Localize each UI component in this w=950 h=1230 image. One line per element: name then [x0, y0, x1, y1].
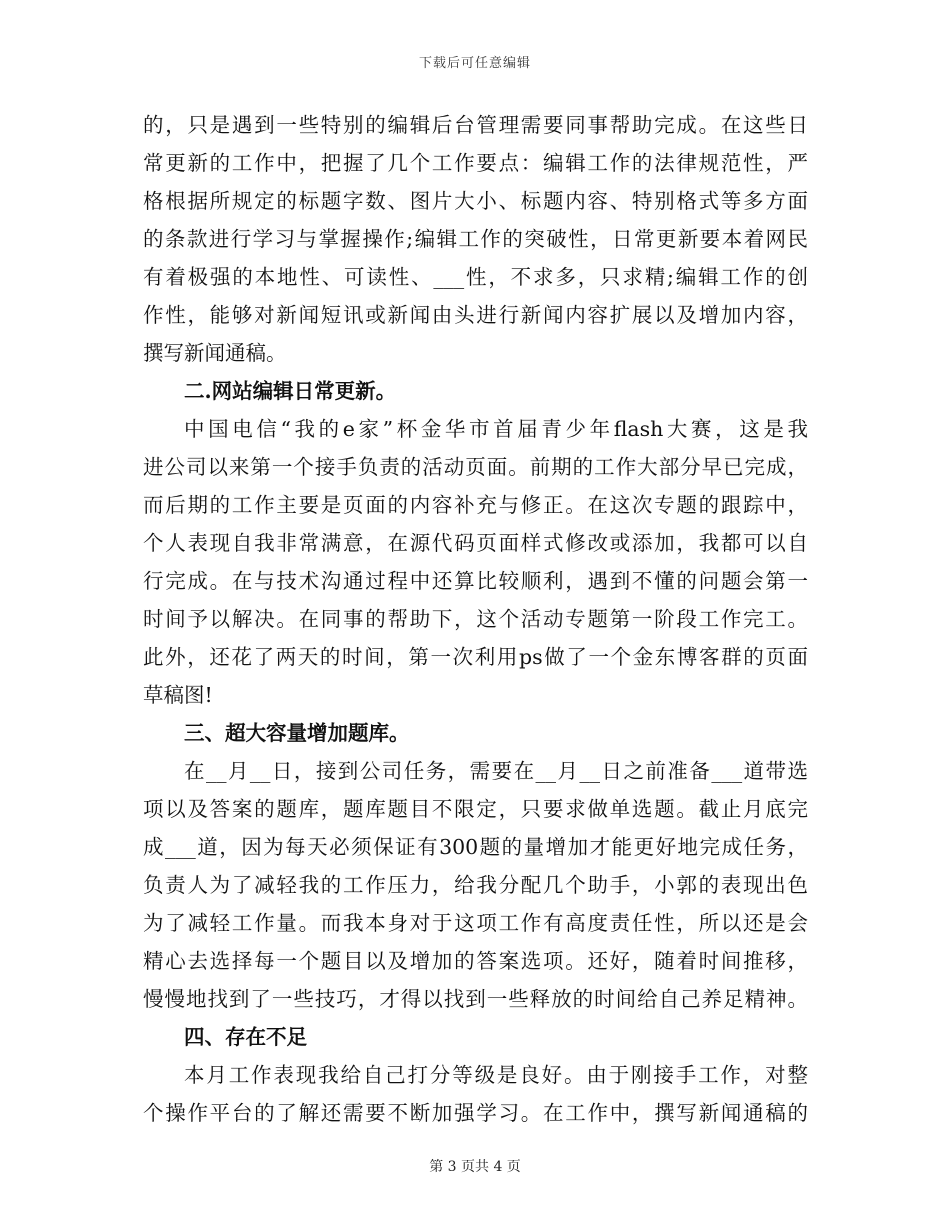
paragraph-line: 有着极强的本地性、可读性、___性，不求多，只求精;编辑工作的创 — [143, 265, 808, 289]
paragraph-line: 的条款进行学习与掌握操作;编辑工作的突破性，日常更新要本着网民 — [143, 227, 808, 251]
paragraph-line: 精心去选择每一个题目以及增加的答案选项。还好，随着时间推移， — [143, 949, 808, 973]
paragraph-line: 在__月__日，接到公司任务，需要在__月__日之前准备___道带选 — [184, 759, 808, 783]
paragraph-line: 慢慢地找到了一些技巧，才得以找到一些释放的时间给自己养足精神。 — [143, 987, 808, 1011]
paragraph-line: 草稿图! — [143, 683, 213, 707]
paragraph-line: 为了减轻工作量。而我本身对于这项工作有高度责任性，所以还是会 — [143, 911, 808, 935]
paragraph-line: 常更新的工作中，把握了几个工作要点：编辑工作的法律规范性，严 — [143, 151, 808, 175]
paragraph-line: 此外，还花了两天的时间，第一次利用ps做了一个金东博客群的页面 — [143, 645, 808, 669]
paragraph-line: 的，只是遇到一些特别的编辑后台管理需要同事帮助完成。在这些日 — [143, 113, 808, 137]
section-heading: 四、存在不足 — [184, 1025, 307, 1049]
paragraph-line: 个人表现自我非常满意，在源代码页面样式修改或添加，我都可以自 — [143, 531, 808, 555]
section-heading: 二.网站编辑日常更新。 — [184, 379, 397, 403]
document-body — [143, 106, 808, 1132]
paragraph-line: 本月工作表现我给自己打分等级是良好。由于刚接手工作，对整 — [184, 1063, 808, 1087]
paragraph-line: 中国电信“我的e家”杯金华市首届青少年flash大赛，这是我 — [184, 417, 808, 441]
paragraph-line: 进公司以来第一个接手负责的活动页面。前期的工作大部分早已完成， — [143, 455, 808, 479]
paragraph-line: 撰写新闻通稿。 — [143, 341, 287, 365]
paragraph-line: 行完成。在与技术沟通过程中还算比较顺利，遇到不懂的问题会第一 — [143, 569, 808, 593]
paragraph-line: 成___道，因为每天必须保证有300题的量增加才能更好地完成任务， — [143, 835, 808, 859]
section-heading: 三、超大容量增加题库。 — [184, 721, 410, 745]
paragraph-line: 格根据所规定的标题字数、图片大小、标题内容、特别格式等多方面 — [143, 189, 808, 213]
page-number: 第 3 页共 4 页 — [429, 1159, 521, 1175]
paragraph-line: 项以及答案的题库，题库题目不限定，只要求做单选题。截止月底完 — [143, 797, 808, 821]
page-header: 下载后可任意编辑 — [418, 56, 531, 71]
paragraph-line: 而后期的工作主要是页面的内容补充与修正。在这次专题的跟踪中， — [143, 493, 808, 517]
paragraph-line: 个操作平台的了解还需要不断加强学习。在工作中，撰写新闻通稿的 — [143, 1101, 808, 1125]
paragraph-line: 时间予以解决。在同事的帮助下，这个活动专题第一阶段工作完工。 — [143, 607, 808, 631]
paragraph-line: 负责人为了减轻我的工作压力，给我分配几个助手，小郭的表现出色 — [143, 873, 808, 897]
paragraph-line: 作性，能够对新闻短讯或新闻由头进行新闻内容扩展以及增加内容， — [143, 303, 808, 327]
